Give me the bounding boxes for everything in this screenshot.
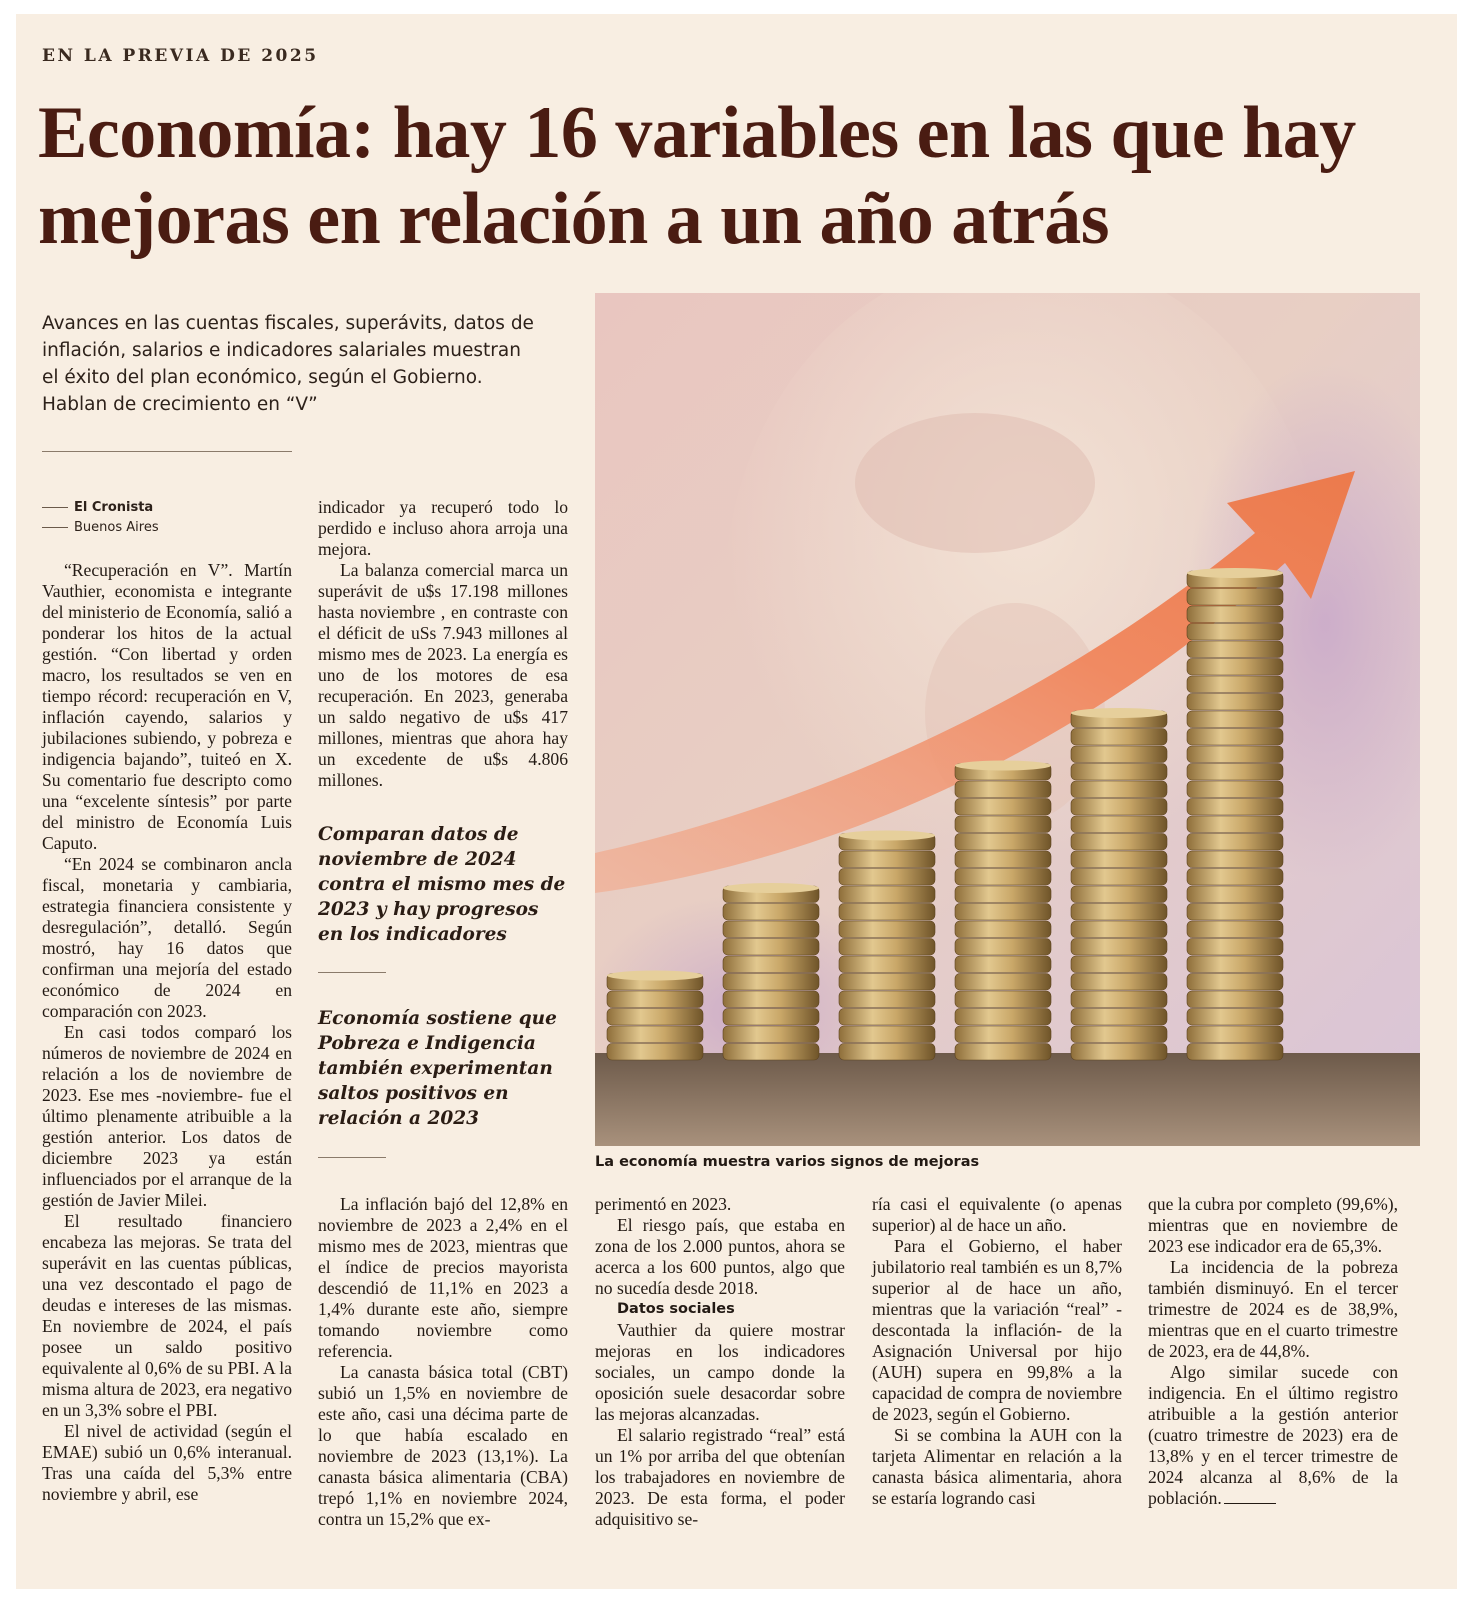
paragraph: “En 2024 se combinaron ancla fiscal, monetaria y cambiaria, estrategia financiera consistente y desregulación”, detalló. Según mostró, hay 16 datos que confirman una mejoría del estado económico de 2024 en comparación con 2023. bbox=[42, 854, 292, 1021]
coin-stack bbox=[1071, 708, 1167, 1060]
paragraph: En casi todos comparó los números de noviembre de 2024 en relación a los de noviembre de 2023. Ese mes -noviembre- fue el último plenamente atribuible a la gestión anterior. Los datos de diciembre 2023 ya están influenciados por el arranque de la gestión de Javier Milei. bbox=[42, 1022, 292, 1210]
paragraph: El resultado financiero encabeza las mejoras. Se trata del superávit en las cuentas públicas, una vez descontado el pago de deudas e intereses de las mismas. En noviembre de 2024, el país posee un saldo positivo equivalente al 0,6% de su PBI. A la misma altura de 2023, era negativo en un 3,3% sobre el PBI. bbox=[42, 1211, 292, 1420]
pullquote-2: Economía sostiene que Pobreza e Indigencia también experimentan saltos positivos en relación a 2023 bbox=[318, 1008, 557, 1129]
paragraph: ría casi el equivalente (o apenas superior) al de hace un año. bbox=[872, 1194, 1122, 1235]
credit-location-text: Buenos Aires bbox=[74, 520, 159, 535]
section-kicker: EN LA PREVIA DE 2025 bbox=[42, 46, 319, 66]
body-column-5 bbox=[1148, 1194, 1398, 1509]
newspaper-page bbox=[16, 14, 1457, 1589]
paragraph: Para el Gobierno, el haber jubilatorio real también es un 8,7% superior al de hace un año, mientras que la variación “real” -descontada la inflación- de la Asignación Universal por hijo (AUH) supera en 99,8% a la capacidad de compra de noviembre de 2023, según el Gobierno. bbox=[872, 1236, 1122, 1424]
paragraph: La incidencia de la pobreza también disminuyó. En el tercer trimestre de 2024 es de 38,9%, mientras que en el cuarto trimestre de 2023, era de 44,8%. bbox=[1148, 1257, 1398, 1361]
coin-stack bbox=[723, 883, 819, 1060]
body-column-3 bbox=[595, 1194, 845, 1530]
body-column-2-bottom bbox=[318, 1194, 568, 1530]
paragraph: Vauthier da quiere mostrar mejoras en los indicadores sociales, un campo donde la oposición suele desacordar sobre las mejoras alcanzadas. bbox=[595, 1320, 845, 1424]
body-column-1 bbox=[42, 560, 292, 1505]
paragraph: Algo similar sucede con indigencia. En el último registro atribuible a la gestión anterior (cuatro trimestre de 2023) era de 13,8% y en el tercer trimestre de 2024 alcanza al 8,6% de la población. bbox=[1148, 1362, 1398, 1508]
coins-arrow-illustration bbox=[595, 293, 1420, 1146]
coin-stack bbox=[955, 761, 1051, 1061]
coin-stack bbox=[1187, 568, 1283, 1060]
paragraph: El riesgo país, que estaba en zona de los 2.000 puntos, ahora se acerca a los 600 puntos, algo que no sucedía desde 2018. bbox=[595, 1215, 845, 1298]
paragraph: que la cubra por completo (99,6%), mientras que en noviembre de 2023 ese indicador era de 65,3%. bbox=[1148, 1194, 1398, 1256]
pullquote-1: Comparan datos de noviembre de 2024 contra el mismo mes de 2023 y hay progresos en los indicadores bbox=[318, 824, 566, 945]
credit-outlet bbox=[42, 500, 153, 515]
deck-subtitle: Avances en las cuentas fiscales, superávits, datos de inflación, salarios e indicadores salariales muestran el éxito del plan económico, según el Gobierno. Hablan de crecimiento en “V” bbox=[42, 313, 534, 415]
paragraph: perimentó en 2023. bbox=[595, 1194, 732, 1214]
headline-line-1: Economía: hay 16 variables en las que hay bbox=[38, 92, 1356, 174]
paragraph: La canasta básica total (CBT) subió un 1,5% en noviembre de este año, casi una décima parte de lo que había escalado en noviembre de 2023 (13,1%). La canasta básica alimentaria (CBA) trepó 1,1% en noviembre 2024, contra un 15,2% que ex- bbox=[318, 1362, 568, 1529]
photo-caption: La economía muestra varios signos de mejoras bbox=[595, 1154, 980, 1170]
pullquote-divider bbox=[318, 1157, 386, 1158]
paragraph: El nivel de actividad (según el EMAE) subió un 0,6% interanual. Tras una caída del 5,3% entre noviembre y abril, ese bbox=[42, 1421, 292, 1504]
subhead: Datos sociales bbox=[617, 1301, 735, 1317]
paragraph: indicador ya recuperó todo lo perdido e incluso ahora arroja una mejora. bbox=[318, 497, 568, 559]
coin-stack bbox=[607, 971, 703, 1061]
paragraph: La balanza comercial marca un superávit de u$s 17.198 millones hasta noviembre , en contraste con el déficit de uSs 7.943 millones al mismo mes de 2023. La energía es uno de los motores de esa recuperación. En 2023, generaba un saldo negativo de u$s 417 millones, mientras que ahora hay un excedente de u$s 4.806 millones. bbox=[318, 560, 568, 790]
paragraph: Si se combina la AUH con la tarjeta Alimentar en relación a la canasta básica alimentaria, ahora se estaría logrando casi bbox=[872, 1425, 1122, 1508]
paragraph: El salario registrado “real” está un 1% por arriba del que obtenían los trabajadores en noviembre de 2023. De esta forma, el poder adquisitivo se- bbox=[595, 1425, 845, 1529]
paragraph: “Recuperación en V”. Martín Vauthier, economista e integrante del ministerio de Economía, salió a ponderar los hitos de la actual gestión. “Con libertad y orden macro, los resultados se ven en tiempo récord: recuperación en V, inflación cayendo, salarios y jubilaciones subiendo, y pobreza e indigencia bajando”, tuiteó en X. Su comentario fue descripto como una “excelente síntesis” por parte del ministro de Economía Luis Caputo. bbox=[42, 560, 292, 853]
body-column-4 bbox=[872, 1194, 1122, 1509]
headline-line-2: mejoras en relación a un año atrás bbox=[38, 178, 1109, 260]
headline bbox=[38, 90, 1418, 262]
deck-divider bbox=[42, 451, 292, 452]
table-surface bbox=[595, 1053, 1420, 1146]
credit-dash bbox=[42, 507, 68, 508]
body-column-2-top bbox=[318, 497, 568, 791]
pullquote-divider bbox=[318, 972, 386, 973]
credit-outlet-text: El Cronista bbox=[74, 500, 154, 515]
credit-location bbox=[42, 520, 159, 535]
paragraph: La inflación bajó del 12,8% en noviembre de 2023 a 2,4% en el mismo mes de 2023, mientras que el índice de precios mayorista descendió de 11,1% en 2023 a 1,4% durante este año, siempre tomando noviembre como referencia. bbox=[318, 1194, 568, 1361]
credit-dash bbox=[42, 527, 68, 528]
article-photo bbox=[595, 293, 1420, 1146]
